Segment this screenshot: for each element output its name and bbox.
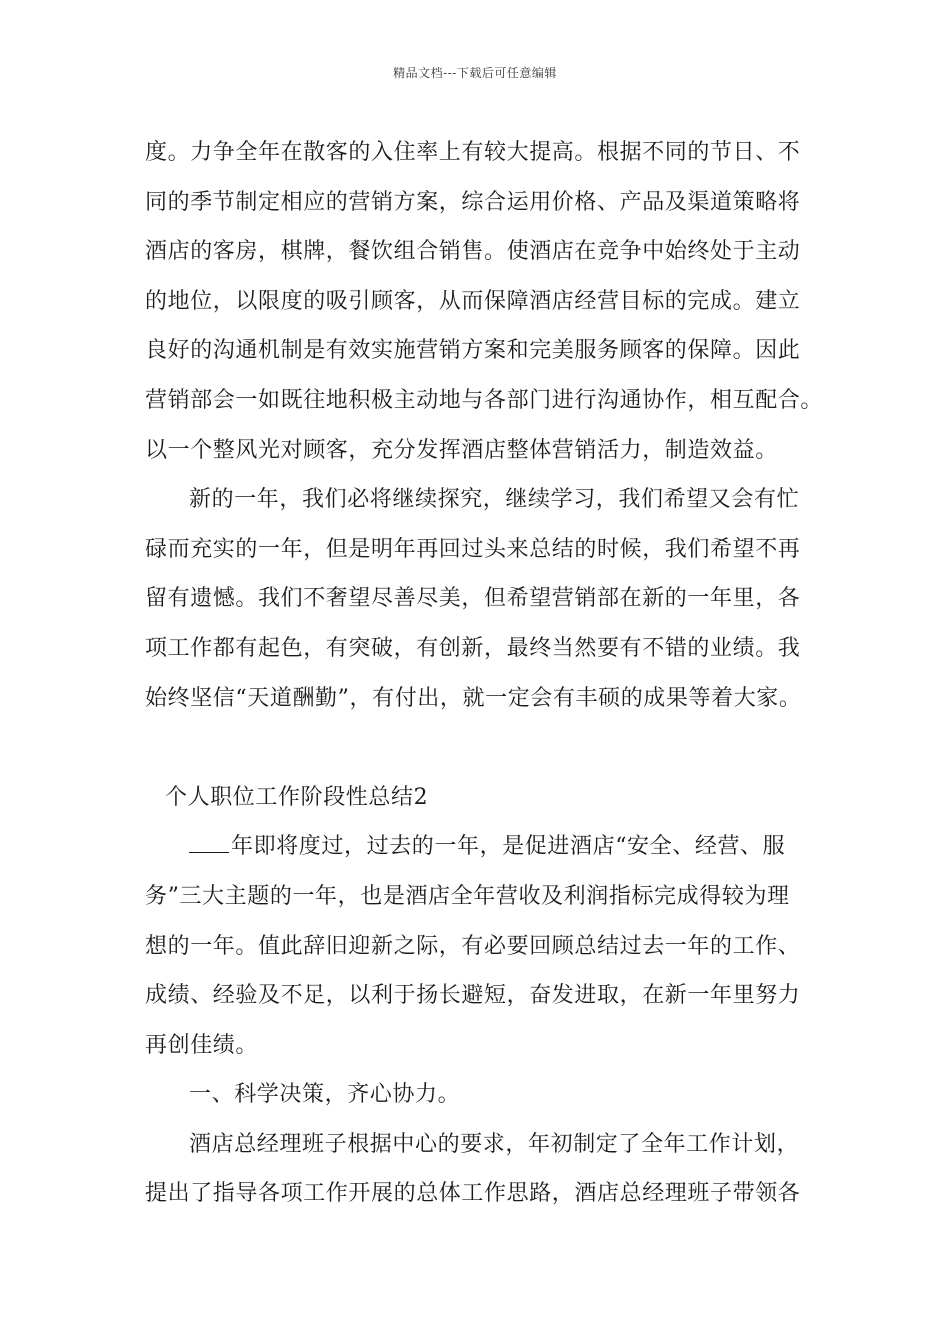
text-line: 良好的沟通机制是有效实施营销方案和完美服务顾客的保障。因此 [145,338,801,364]
text-line: 再创佳绩。 [145,1032,259,1058]
subheading: 一、科学决策，齐心协力。 [189,1082,461,1108]
text-line: 的地位，以限度的吸引顾客，从而保障酒店经营目标的完成。建立 [145,288,801,314]
paragraph [145,128,824,475]
text-line: 务”三大主题的一年，也是酒店全年营收及利润指标完成得较为理 [145,883,790,909]
fill-in-blank [189,832,229,853]
document-body [145,128,824,1219]
section-title: 个人职位工作阶段性总结2 [165,784,429,810]
paragraph [145,475,815,723]
text-line: 始终坚信“天道酬勤”，有付出，就一定会有丰硕的成果等着大家。 [145,685,802,711]
text-line-content: 年即将度过，过去的一年，是促进酒店“安全、经营、服 [231,834,786,860]
text-line: 留有遗憾。我们不奢望尽善尽美，但希望营销部在新的一年里，各 [145,586,801,612]
text-line: 项工作都有起色，有突破，有创新，最终当然要有不错的业绩。我 [145,635,801,661]
text-line: 酒店的客房，棋牌，餐饮组合销售。使酒店在竞争中始终处于主动 [145,239,801,265]
text-line: 成绩、经验及不足，以利于扬长避短，奋发进取，在新一年里努力 [145,983,801,1009]
text-line: 以一个整风光对顾客，充分发挥酒店整体营销活力，制造效益。 [145,437,778,463]
text-line: 新的一年，我们必将继续探究，继续学习，我们希望又会有忙 [189,487,800,513]
text-line: 碌而充实的一年，但是明年再回过头来总结的时候，我们希望不再 [145,536,801,562]
text-line: 度。力争全年在散客的入住率上有较大提高。根据不同的节日、不 [145,140,801,165]
page-header: 精品文档---下载后可任意编辑 [393,66,557,80]
text-line: 想的一年。值此辞旧迎新之际，有必要回顾总结过去一年的工作、 [145,933,801,959]
paragraph [145,1120,815,1219]
text-line: 提出了指导各项工作开展的总体工作思路，酒店总经理班子带领各 [145,1181,801,1207]
text-line: 营销部会一如既往地积极主动地与各部门进行沟通协作，相互配合。 [145,387,824,413]
text-line [145,822,815,872]
text-line: 酒店总经理班子根据中心的要求，年初制定了全年工作计划， [189,1131,800,1157]
text-line: 同的季节制定相应的营销方案，综合运用价格、产品及渠道策略将 [145,189,801,215]
paragraph [145,822,815,1070]
blank-line [145,723,815,773]
